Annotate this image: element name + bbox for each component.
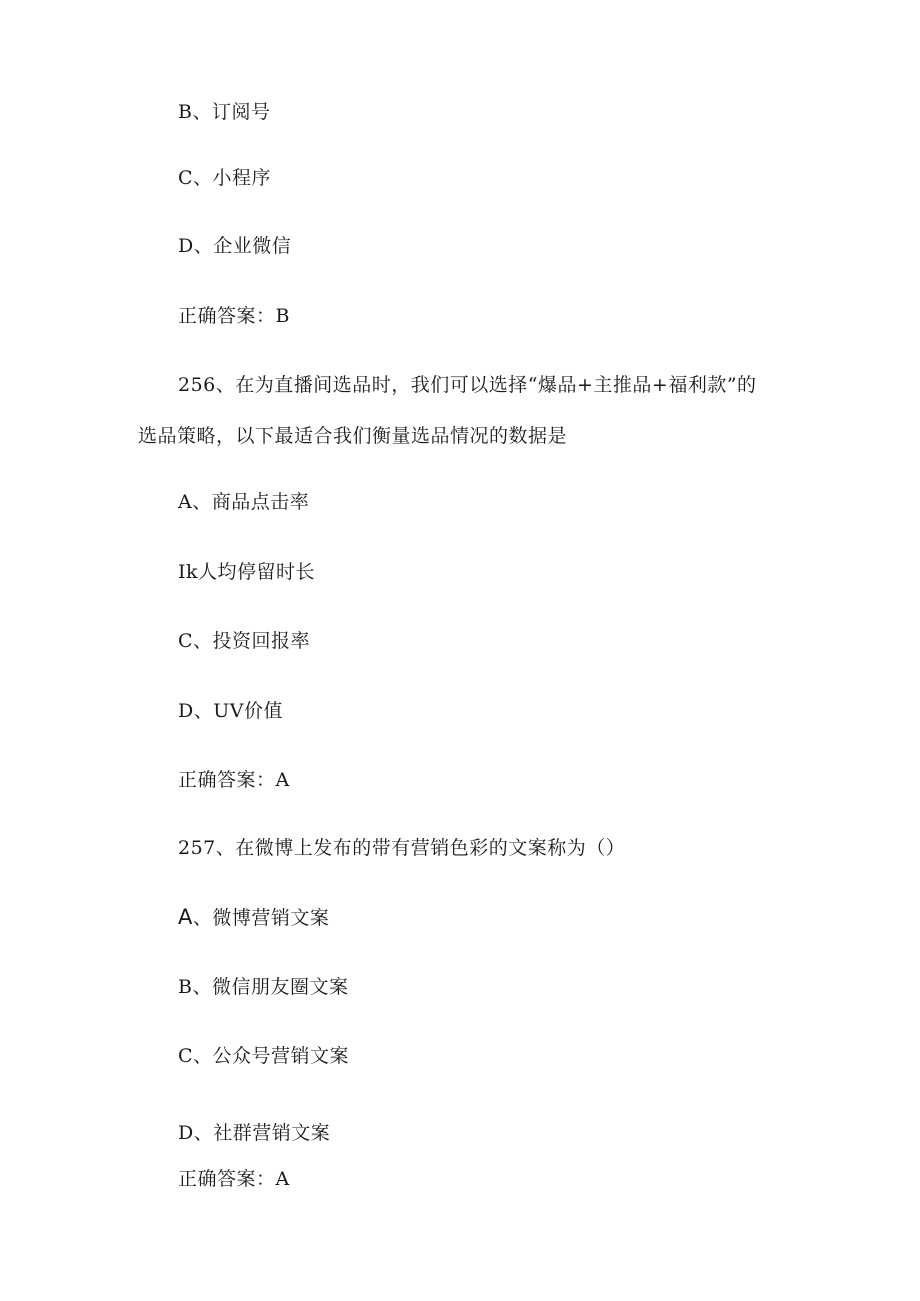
- q256-stem-line2: 选品策略，以下最适合我们衡量选品情况的数据是: [138, 425, 568, 447]
- q256-answer: 正确答案：A: [178, 769, 290, 791]
- q257-option-b: B、微信朋友圈文案: [178, 976, 349, 998]
- q257-answer: 正确答案：A: [178, 1168, 290, 1190]
- q256-option-d: D、UV价值: [178, 700, 283, 722]
- q257-stem: 257、在微博上发布的带有营销色彩的文案称为（）: [178, 837, 626, 859]
- q256-stem-line1: 256、在为直播间选品时，我们可以选择“爆品+主推品+福利款”的: [178, 374, 757, 396]
- q256-option-a: A、商品点击率: [178, 491, 310, 513]
- q255-option-d: D、企业微信: [178, 235, 292, 257]
- q255-option-c: C、小程序: [178, 167, 272, 189]
- q256-option-c: C、投资回报率: [178, 630, 311, 652]
- q256-option-b: Ik人均停留时长: [178, 561, 316, 583]
- q257-option-c: C、公众号营销文案: [178, 1045, 350, 1067]
- q255-option-b: B、订阅号: [178, 101, 271, 123]
- q257-option-a-text: 、微博营销文案: [192, 907, 330, 929]
- q257-option-a: [178, 905, 329, 930]
- q255-answer: 正确答案：B: [178, 305, 290, 327]
- q257-option-a-letter: A: [178, 905, 193, 929]
- q257-option-d: D、社群营销文案: [178, 1122, 331, 1144]
